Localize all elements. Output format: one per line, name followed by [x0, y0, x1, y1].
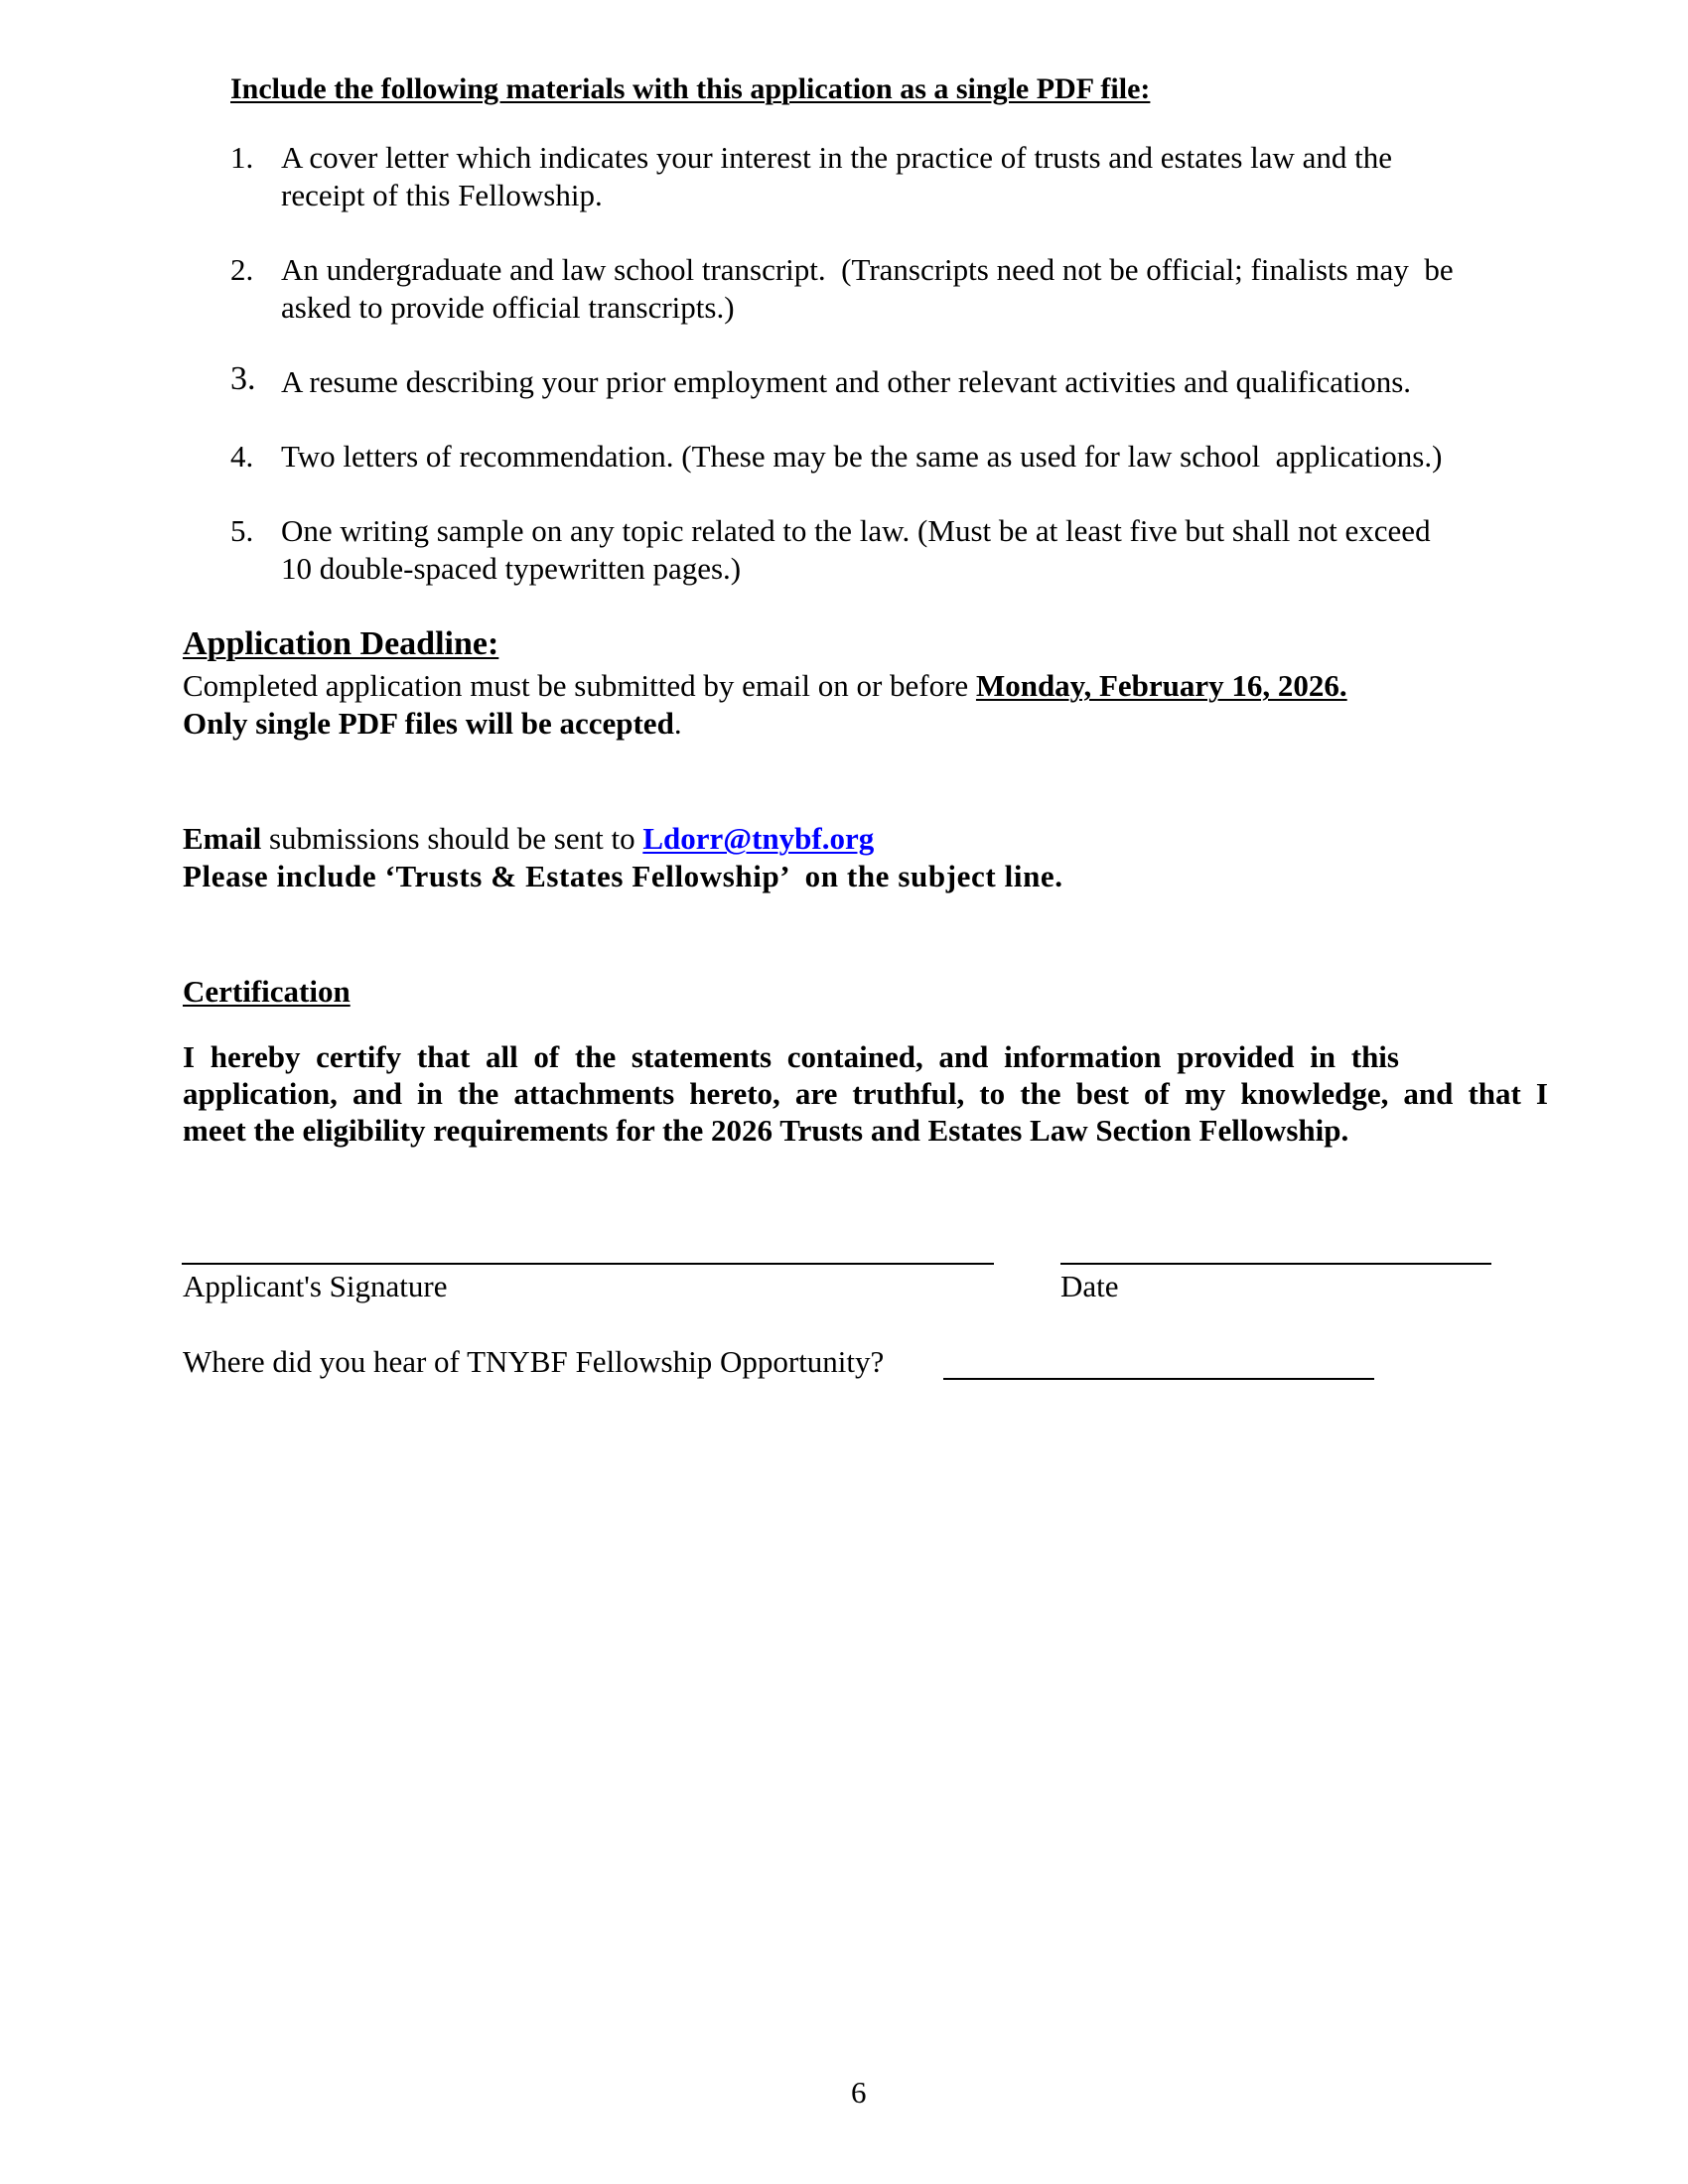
email-label: Email	[183, 821, 262, 856]
email-instructions	[183, 820, 874, 858]
email-text: submissions should be sent to	[261, 821, 643, 856]
signature-field[interactable]	[182, 1263, 994, 1265]
referral-answer-field[interactable]	[943, 1378, 1374, 1380]
list-item-text: Two letters of recommendation. (These may be the same as used for law school applications.)	[281, 439, 1443, 474]
list-item-number: 2.	[230, 252, 254, 287]
certification-statement	[183, 1038, 1548, 1149]
subject-line-note: Please include ‘Trusts & Estates Fellowship’ on the subject line.	[183, 859, 1063, 893]
deadline-text	[183, 667, 1347, 705]
deadline-heading: Application Deadline:	[183, 625, 499, 662]
list-item-text: asked to provide official transcripts.)	[281, 290, 735, 325]
list-item-number: 1.	[230, 140, 254, 175]
deadline-text-before: Completed application must be submitted by email on or before	[183, 668, 976, 703]
referral-question: Where did you hear of TNYBF Fellowship Opportunity?	[183, 1344, 885, 1379]
list-item-text: A resume describing your prior employment and other relevant activities and qualifications.	[281, 364, 1412, 399]
pdf-note-text: Only single PDF files will be accepted	[183, 706, 674, 741]
deadline-date: Monday, February 16, 2026.	[975, 668, 1347, 703]
list-item-number: 5.	[230, 513, 254, 548]
certification-line: application, and in the attachments hereto, are truthful, to the best of my knowledge, and that I	[183, 1076, 1548, 1111]
pdf-note	[183, 705, 682, 743]
list-item-text: One writing sample on any topic related to the law. (Must be at least five but shall not exceed	[281, 513, 1431, 548]
list-item-text: 10 double-spaced typewritten pages.)	[281, 551, 742, 586]
certification-line: meet the eligibility requirements for the 2026 Trusts and Estates Law Section Fellowship.	[183, 1113, 1349, 1148]
list-item-text: An undergraduate and law school transcript. (Transcripts need not be official; finalists may be	[281, 252, 1454, 287]
certification-line: I hereby certify that all of the statements contained, and information provided in this	[183, 1039, 1399, 1074]
signature-label: Applicant's Signature	[183, 1269, 448, 1303]
materials-heading: Include the following materials with this application as a single PDF file:	[230, 72, 1151, 105]
list-item-text: A cover letter which indicates your interest in the practice of trusts and estates law and the	[281, 140, 1393, 175]
certification-heading: Certification	[183, 974, 351, 1009]
page-number: 6	[851, 2075, 867, 2110]
pdf-note-period: .	[673, 706, 682, 741]
list-item-text: receipt of this Fellowship.	[281, 178, 603, 212]
date-field[interactable]	[1060, 1263, 1491, 1265]
list-item-number: 3.	[230, 360, 256, 397]
date-label: Date	[1060, 1269, 1119, 1303]
list-item-number: 4.	[230, 439, 254, 474]
email-link[interactable]: Ldorr@tnybf.org	[642, 821, 875, 856]
